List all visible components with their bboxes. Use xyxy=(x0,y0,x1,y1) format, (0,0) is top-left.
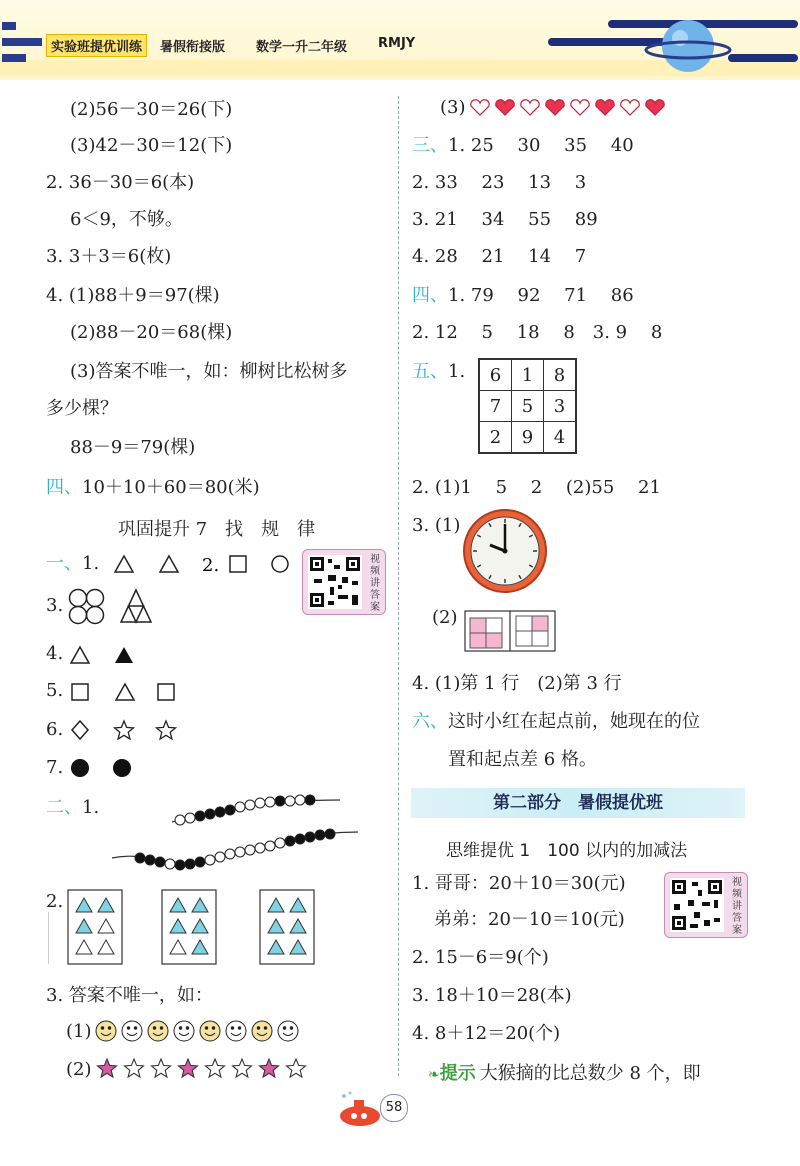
bead-icon xyxy=(235,802,245,812)
header-decor-left xyxy=(0,18,48,68)
heart-filled-icon xyxy=(596,100,614,115)
bead-icon xyxy=(175,815,185,825)
bead-string-bottom xyxy=(135,829,335,870)
right-line-8: 2. (1)1 5 2 (2)55 21 xyxy=(412,477,661,498)
left-line-10: 88－9＝79(棵) xyxy=(70,437,196,458)
heart-outline-icon xyxy=(621,100,639,115)
bead-icon xyxy=(225,849,235,859)
bead-icon xyxy=(245,845,255,855)
right-line-2: 2. 33 23 13 3 xyxy=(412,172,587,193)
bead-icon xyxy=(215,852,225,862)
right-line-7 xyxy=(412,360,465,384)
left-line-6: 4. (1)88＋9＝97(棵) xyxy=(46,285,220,306)
bead-icon xyxy=(155,857,165,867)
bead-icon xyxy=(255,798,265,808)
left-line-7: (2)88－20＝68(棵) xyxy=(70,322,233,343)
grid-cell: 3 xyxy=(544,391,577,422)
q-label: 2. xyxy=(202,555,220,575)
clock-icon xyxy=(462,508,548,594)
star-outline-icon xyxy=(233,1059,252,1077)
right-line-11: 4. (1)第 1 行 (2)第 3 行 xyxy=(412,673,622,694)
circle-outline-icon xyxy=(70,607,87,624)
bead-icon xyxy=(175,860,185,870)
grid-cell: 8 xyxy=(544,359,577,391)
tip-label: 提示 xyxy=(439,1063,476,1084)
qr-caption: 视频讲答案 xyxy=(732,877,742,936)
shape-row-5 xyxy=(70,681,180,703)
section-number: 三、 xyxy=(412,135,448,156)
heart-filled-icon xyxy=(546,100,564,115)
smiley-icon xyxy=(252,1021,272,1041)
section-number: 五、 xyxy=(412,361,448,382)
answer-text: 2. 12 5 18 8 xyxy=(412,322,593,343)
bead-icon xyxy=(285,836,295,846)
left-line-11 xyxy=(46,476,260,500)
left-line-3: 2. 36－30＝6(本) xyxy=(46,172,195,193)
triangle-outline-icon xyxy=(129,606,144,622)
dot-filled-icon xyxy=(71,759,89,777)
grid-cell: 2 xyxy=(479,422,512,454)
grid-row xyxy=(479,391,576,422)
shape-row-6 xyxy=(70,719,180,741)
triangle-outline-icon xyxy=(116,684,134,700)
right-line-10: (2) xyxy=(432,607,458,628)
bead-icon xyxy=(275,838,285,848)
answer-text: 1. 79 92 71 86 xyxy=(448,285,634,306)
star-outline-icon xyxy=(157,721,176,739)
grid-cell: 5 xyxy=(512,391,544,422)
dot-filled-icon xyxy=(113,759,131,777)
section-number: 二、 xyxy=(46,797,82,818)
tip-line xyxy=(428,1062,701,1087)
star-outline-icon xyxy=(115,721,134,739)
right-line-5 xyxy=(412,284,634,308)
left-line-5: 3. 3＋3＝6(枚) xyxy=(46,246,172,267)
smiley-icon xyxy=(122,1021,142,1041)
left-q4-label: 4. xyxy=(46,643,64,664)
heart-outline-icon xyxy=(571,100,589,115)
square-outline-icon xyxy=(72,684,88,700)
shape-row-3 xyxy=(68,588,158,626)
qr-code-card[interactable] xyxy=(664,872,748,938)
pink-square-figures xyxy=(464,610,556,652)
leaf-icon: ❧ xyxy=(428,1067,440,1083)
heart-outline-icon xyxy=(521,100,539,115)
left-q23-label: 3. 答案不唯一，如： xyxy=(46,985,213,1006)
left-q2-row xyxy=(46,796,99,820)
bead-icon xyxy=(295,795,305,805)
bead-icon xyxy=(195,857,205,867)
grid-cell: 6 xyxy=(479,359,512,391)
section-title: 巩固提升 7 找 规 律 xyxy=(118,519,316,540)
grid-cell: 7 xyxy=(479,391,512,422)
right-line-1 xyxy=(412,134,634,158)
square-outline-icon xyxy=(158,684,174,700)
bead-icon xyxy=(195,811,205,821)
figure-left xyxy=(470,618,502,648)
bead-strings xyxy=(110,792,370,876)
circle-outline-icon xyxy=(272,556,288,572)
bead-icon xyxy=(255,843,265,853)
heart-filled-icon xyxy=(496,100,514,115)
bead-icon xyxy=(225,805,235,815)
triangle-outline-icon xyxy=(71,647,89,663)
section-number: 一、 xyxy=(46,553,82,574)
answer-text: 1. 25 30 35 40 xyxy=(448,135,634,156)
star-outline-icon xyxy=(206,1059,225,1077)
bead-icon xyxy=(205,809,215,819)
right-line-12 xyxy=(412,710,700,734)
right-sol-3: 2. 15－6＝9(个) xyxy=(412,947,549,968)
right-line-9: 3. (1) xyxy=(412,515,461,536)
triangle-outline-icon xyxy=(115,556,133,572)
triangle-filled-icon xyxy=(115,647,133,663)
left-q1-row xyxy=(46,552,99,576)
left-q23-2-label: (2) xyxy=(66,1059,92,1080)
subject-label: 数学一升二年级 xyxy=(256,40,348,55)
star-row xyxy=(96,1058,326,1082)
section-number: 四、 xyxy=(46,477,82,498)
triangle-box-1 xyxy=(68,890,122,964)
left-q5-label: 5. xyxy=(46,680,64,701)
right-line-4: 4. 28 21 14 7 xyxy=(412,246,587,267)
bead-icon xyxy=(275,796,285,806)
tip-text: 大猴摘的比总数少 8 个，即 xyxy=(479,1063,701,1084)
star-outline-icon xyxy=(287,1059,306,1077)
grid-cell: 9 xyxy=(512,422,544,454)
left-line-4: 6＜9，不够。 xyxy=(70,209,183,230)
heart-filled-icon xyxy=(646,100,664,115)
bead-icon xyxy=(135,853,145,863)
circle-outline-icon xyxy=(87,607,104,624)
right-sol-5: 4. 8＋12＝20(个) xyxy=(412,1023,561,1044)
smiley-icon xyxy=(148,1021,168,1041)
column-divider xyxy=(398,96,399,1076)
bead-icon xyxy=(265,797,275,807)
bead-icon xyxy=(305,832,315,842)
code-label: RMJY xyxy=(378,36,416,51)
bead-icon xyxy=(295,834,305,844)
q-label: 1. xyxy=(82,797,100,818)
circle-outline-icon xyxy=(70,590,87,607)
left-line-1: (2)56－30＝26(下) xyxy=(70,99,233,120)
bead-icon xyxy=(165,859,175,869)
planet-icon xyxy=(548,10,798,78)
smiley-icon xyxy=(96,1021,116,1041)
triangle-outline-icon xyxy=(160,556,178,572)
triangle-box-row xyxy=(48,888,318,968)
smiley-icon xyxy=(226,1021,246,1041)
smiley-icon xyxy=(174,1021,194,1041)
bead-icon xyxy=(235,847,245,857)
square-outline-icon xyxy=(230,556,246,572)
shape-row-1 xyxy=(114,553,304,575)
shape-row-4 xyxy=(70,644,140,666)
bead-icon xyxy=(245,800,255,810)
figure-right xyxy=(516,616,548,646)
left-line-8: (3)答案不唯一，如：柳树比松树多 xyxy=(70,361,348,382)
qr-code-icon xyxy=(308,555,362,609)
smiley-icon xyxy=(200,1021,220,1041)
left-q23-1-label: (1) xyxy=(66,1021,92,1042)
right-sol-2: 弟弟：20－10＝10(元) xyxy=(434,909,625,930)
bead-icon xyxy=(205,855,215,865)
grid-cell: 4 xyxy=(544,422,577,454)
heart-row xyxy=(468,98,678,118)
bead-icon xyxy=(305,795,315,805)
bead-string-top xyxy=(175,795,315,825)
triangle-box-2 xyxy=(162,890,216,964)
qr-code-icon xyxy=(670,878,724,932)
grid-row xyxy=(479,359,576,391)
right-line-3: 3. 21 34 55 89 xyxy=(412,209,598,230)
diamond-outline-icon xyxy=(72,721,88,739)
magic-square-grid xyxy=(478,358,577,454)
bead-icon xyxy=(215,807,225,817)
q-label: 1. xyxy=(82,553,100,574)
right-line-0: (3) xyxy=(440,97,466,118)
bead-icon xyxy=(265,841,275,851)
left-q2b-label: 2. xyxy=(46,891,64,912)
smiley-row xyxy=(94,1018,324,1044)
edition-label: 暑假衔接版 xyxy=(160,40,226,55)
sub-section-title: 思维提优 1 100 以内的加减法 xyxy=(446,841,688,861)
smiley-icon xyxy=(278,1021,298,1041)
answer-text: 10＋10＋60＝80(米) xyxy=(82,477,260,498)
circle-outline-icon xyxy=(87,590,104,607)
left-q3-label: 3. xyxy=(46,595,64,616)
bead-icon xyxy=(315,830,325,840)
right-line-6 xyxy=(412,321,662,345)
left-line-2: (3)42－30＝12(下) xyxy=(70,135,233,156)
right-sol-1: 1. 哥哥：20＋10＝30(元) xyxy=(412,873,626,894)
right-line-13: 置和起点差 6 格。 xyxy=(448,749,597,770)
qr-caption: 视频讲答案 xyxy=(370,554,380,613)
star-filled-icon xyxy=(179,1059,198,1077)
section-number: 六、 xyxy=(412,711,448,732)
section-banner: 第二部分 暑假提优班 xyxy=(411,788,745,818)
qr-code-card[interactable] xyxy=(302,549,386,615)
grid-row xyxy=(479,422,576,454)
brand-title: 实验班提优训练 xyxy=(46,34,147,57)
left-q7-label: 7. xyxy=(46,757,64,778)
star-filled-icon xyxy=(98,1059,117,1077)
star-outline-icon xyxy=(125,1059,144,1077)
bead-icon xyxy=(185,813,195,823)
triangle-box-3 xyxy=(260,890,314,964)
q-label: 1. xyxy=(448,361,466,382)
answer-text: 这时小红在起点前，她现在的位 xyxy=(448,711,700,732)
answer-text: 3. 9 8 xyxy=(592,322,663,343)
star-filled-icon xyxy=(260,1059,279,1077)
submarine-icon xyxy=(336,1090,386,1130)
page-number: 58 xyxy=(380,1094,408,1122)
right-sol-4: 3. 18＋10＝28(本) xyxy=(412,985,572,1006)
grid-cell: 1 xyxy=(512,359,544,391)
bead-icon xyxy=(285,796,295,806)
left-line-9: 多少棵？ xyxy=(46,398,118,419)
section-number: 四、 xyxy=(412,285,448,306)
left-q6-label: 6. xyxy=(46,719,64,740)
star-outline-icon xyxy=(152,1059,171,1077)
bead-icon xyxy=(185,859,195,869)
shape-row-7 xyxy=(70,757,140,779)
bead-icon xyxy=(325,829,335,839)
bead-icon xyxy=(145,855,155,865)
heart-outline-icon xyxy=(471,100,489,115)
